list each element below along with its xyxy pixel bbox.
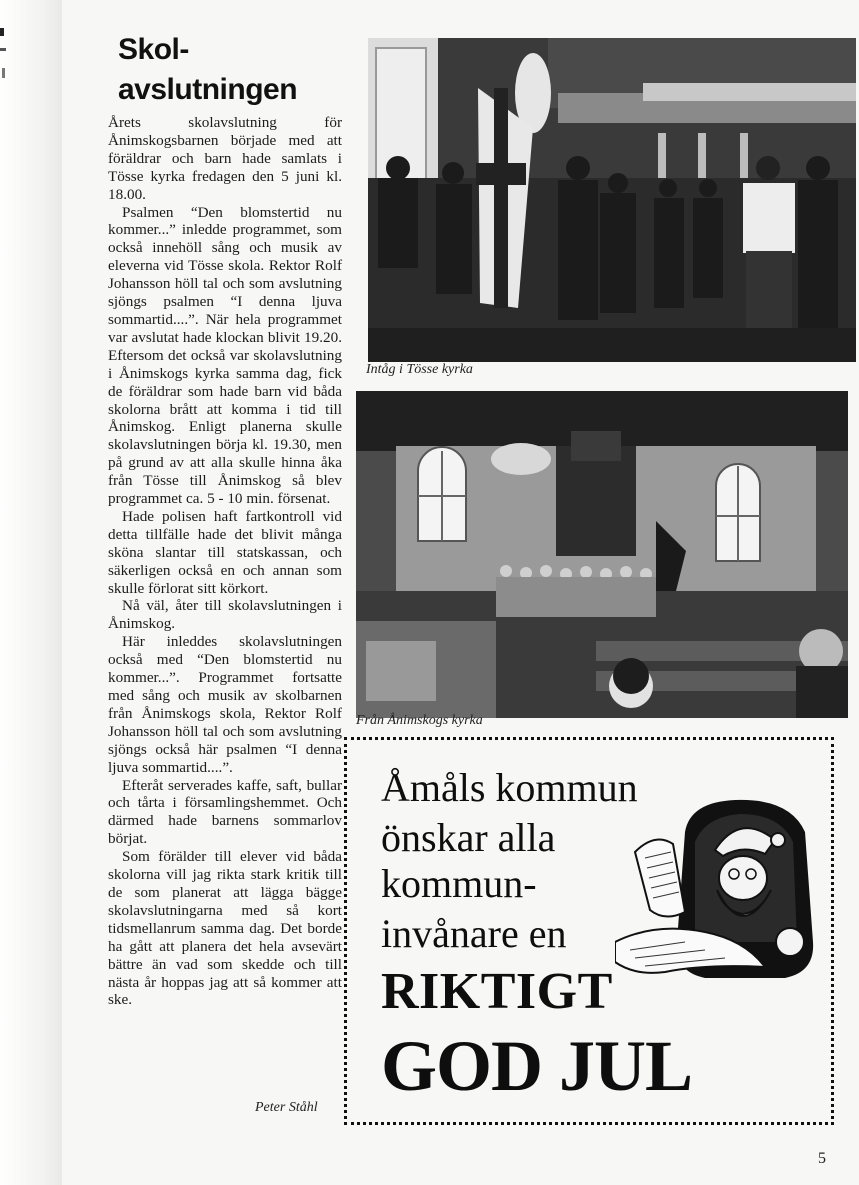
ad-line-1: Åmåls kommun	[381, 765, 638, 810]
page-number: 5	[818, 1150, 826, 1167]
title-line-2: avslutningen	[118, 73, 298, 106]
paragraph: Nå väl, åter till skolavslutningen i Ånimskog.	[108, 597, 342, 633]
page-margin	[0, 0, 62, 1185]
paragraph: Årets skolavslutning för Ånimskogsbarnen började med att föräldrar och barn hade samlats i Tösse kyrka fredagen den 5 juni kl. 18.00.	[108, 114, 342, 203]
byline: Peter Ståhl	[255, 1100, 318, 1115]
title-line-1: Skol-	[118, 33, 189, 66]
paragraph: Här inleddes skolavslutningen också med “Den blomstertid nu kommer...”. Programmet fortsatte med sång och musik av skolbarnen från Ånimskogs skola, Rektor Rolf Johansson höll tal och som avslutning sjöngs också här psalmen “I denna ljuva sommartid....”.	[108, 633, 342, 776]
margin-marks	[0, 28, 10, 88]
ad-line-5: RIKTIGT	[381, 963, 613, 1020]
photo-church-interior	[356, 391, 848, 718]
ad-line-3: kommun-	[381, 861, 537, 906]
christmas-greeting-ad	[344, 737, 834, 1125]
ad-line-2: önskar alla	[381, 815, 556, 860]
photo-caption-2: Från Ånimskogs kyrka	[356, 713, 483, 728]
paragraph: Hade polisen haft fartkontroll vid detta tillfälle hade det blivit många sköna slantar till statskassan, och säkerligen också en och annan som skulle förlorat sitt körkort.	[108, 507, 342, 597]
paragraph: Psalmen “Den blomstertid nu kommer...” inledde programmet, som också innehöll sång och musik av eleverna vid Tösse skola. Rektor Rolf Johansson höll tal och som avslutning sjöngs psalmen “I denna ljuva sommartid....”. När hela programmet var avslutat hade klockan blivit 19.20. Eftersom det också var skolavslutning i Ånimskogs kyrka samma dag, fick de föräldrar som hade barn vid båda skolorna brått att komma i tid till Ånimskog. Enligt planerna skulle skolavslutningen börja kl. 19.30, men på grund av att alla skulle hinna åka från Tösse till Ånimskog så blev programmet ca. 5 - 10 min. försenat.	[108, 203, 342, 508]
article-title	[118, 30, 348, 110]
paragraph: Som förälder till elever vid båda skolorna vill jag rikta stark kritik till de som planerat att lägga bägge skolavslutningarna med så kort tidsmellanrum samma dag. Det borde ha gått att planera det hela avsevärt bättre än vad som skedde och till nästa år hoppas jag att så kommer att ske.	[108, 848, 342, 1009]
santa-illustration	[615, 792, 833, 988]
photo-caption-1: Intåg i Tösse kyrka	[366, 362, 473, 377]
ad-line-4: invånare en	[381, 911, 567, 956]
ad-line-6: GOD JUL	[381, 1026, 693, 1106]
photo-procession	[368, 38, 856, 362]
paragraph: Efteråt serverades kaffe, saft, bullar och tårta i församlingshemmet. Och därmed hade barnens sommarlov börjat.	[108, 776, 342, 848]
article-body	[108, 114, 342, 1009]
